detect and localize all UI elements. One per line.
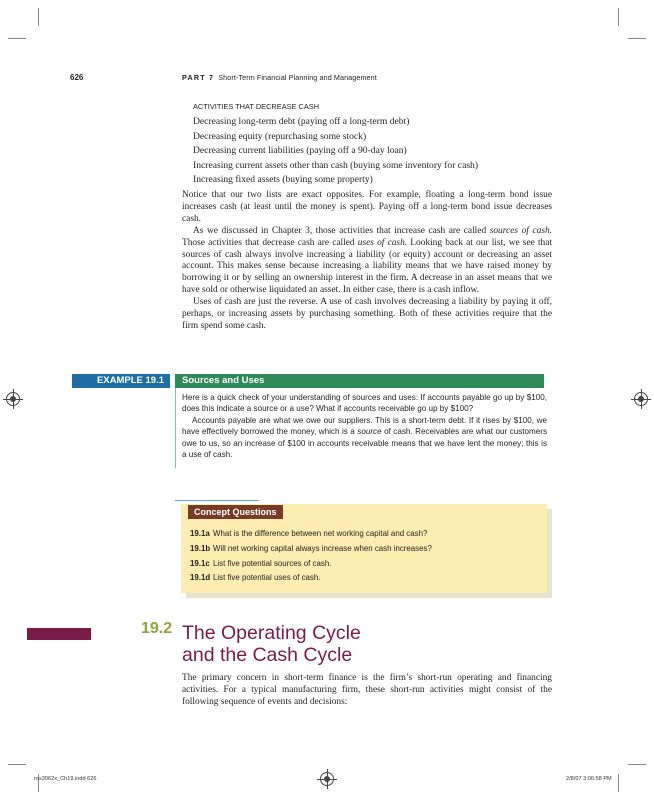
body-paragraph-2: As we discussed in Chapter 3, those activities that increase cash are called sources of cash. Those activities that decrease cash are called uses of cash. Looking back at our list, we see that sources of cash always involve increasing a liability (or equity) account or decreasing an asset account. This makes sense because increasing a liability means that we have raised money by borrowing it or by selling an ownership interest in the firm. A decrease in an asset means that we have sold or otherwise liquidated an asset. In either case, there is a cash inflow. [182, 225, 553, 296]
body-text [182, 190, 552, 333]
example-body [182, 392, 547, 460]
slug-file-name: ros3062x_Ch19.indd 626 [34, 776, 97, 782]
example-title: Sources and Uses [182, 375, 265, 386]
concept-questions-list [190, 527, 432, 586]
section-title [182, 622, 361, 666]
part-label: PART 7 [182, 73, 215, 82]
section-number: 19.2 [141, 620, 173, 637]
body-paragraph-3: Uses of cash are just the reverse. A use of cash involves decreasing a liability by paying it off, perhaps, or increasing assets by purchasing something. Both of these activities require that the firm spend some cash. [182, 297, 552, 331]
section-title-line-1: The Operating Cycle [182, 622, 361, 644]
registration-mark-bottom-icon [320, 772, 334, 786]
question-number: 19.1c [190, 558, 210, 568]
registration-mark-left-icon [6, 392, 20, 406]
example-end-rule [175, 500, 259, 501]
question-text: List five potential uses of cash. [213, 573, 321, 583]
term-uses-of-cash: uses of cash. [357, 237, 408, 248]
question-number: 19.1b [190, 543, 211, 553]
example-vertical-rule [175, 388, 176, 468]
crop-mark-top-right-horizontal [628, 38, 646, 39]
crop-mark-top-left-horizontal [8, 38, 26, 39]
list-item: Increasing fixed assets (buying some property) [193, 174, 373, 185]
list-item: Decreasing equity (repurchasing some stock) [193, 130, 367, 142]
question-text: Will net working capital always increase when cash increases? [213, 543, 432, 553]
list-item [190, 527, 432, 542]
question-number: 19.1a [190, 529, 210, 538]
decrease-list-heading: ACTIVITIES THAT DECREASE CASH [193, 102, 320, 111]
question-text: List five potential sources of cash. [213, 558, 332, 568]
section-body: The primary concern in short-term finance is the firm’s short-run operating and financing activities. For a typical manufacturing firm, these short-run activities might consist of the following sequence of events and decisions: [182, 673, 552, 707]
crop-mark-bottom-right-horizontal [628, 764, 646, 765]
list-item [190, 571, 432, 586]
example-paragraph-1: Here is a quick check of your understanding of sources and uses: If accounts payable go up by $100, does this indicate a source or a use? What if accounts receivable go up by $100? [182, 393, 547, 414]
section-marker-bar [27, 628, 91, 640]
list-item: Decreasing long-term debt (paying off a long-term debt) [193, 116, 410, 127]
crop-mark-top-left-vertical [38, 8, 39, 26]
question-number: 19.1d [190, 573, 211, 583]
running-header [182, 73, 377, 82]
term-source: source [357, 427, 382, 437]
page-number: 626 [70, 73, 84, 82]
slug-timestamp: 2/8/07 3:06:58 PM [566, 776, 612, 782]
decrease-list [193, 115, 478, 188]
body-paragraph-1: Notice that our two lists are exact opposites. For example, floating a long-term bond issue increases cash (at least until the money is spent). Paying off a long-term bond issue decreases cash. [182, 190, 552, 224]
term-sources-of-cash: sources of cash. [489, 225, 552, 236]
crop-mark-bottom-left-horizontal [8, 764, 26, 765]
registration-mark-right-icon [634, 392, 648, 406]
concept-questions-title: Concept Questions [188, 505, 283, 519]
part-title: Short-Term Financial Planning and Management [218, 73, 377, 82]
list-item: Increasing current assets other than cash (buying some inventory for cash) [193, 159, 479, 171]
example-paragraph-2: Accounts payable are what we owe our suppliers. This is a short-term debt. If it rises by $100, we have effectively borrowed the money, which is a source of cash. Receivables are what our customers owe to us, so an increase of $100 in accounts receivable means that we have lent the money; this is a use of cash. [182, 415, 548, 460]
list-item: Decreasing current liabilities (paying off a 90-day loan) [193, 145, 407, 156]
example-label: EXAMPLE 19.1 [96, 375, 164, 386]
section-title-line-2: and the Cash Cycle [182, 644, 353, 666]
crop-mark-bottom-right-vertical [618, 774, 619, 792]
question-text: What is the difference between net working capital and cash? [213, 529, 428, 538]
list-item [190, 542, 432, 557]
crop-mark-top-right-vertical [618, 8, 619, 26]
list-item [190, 557, 432, 572]
